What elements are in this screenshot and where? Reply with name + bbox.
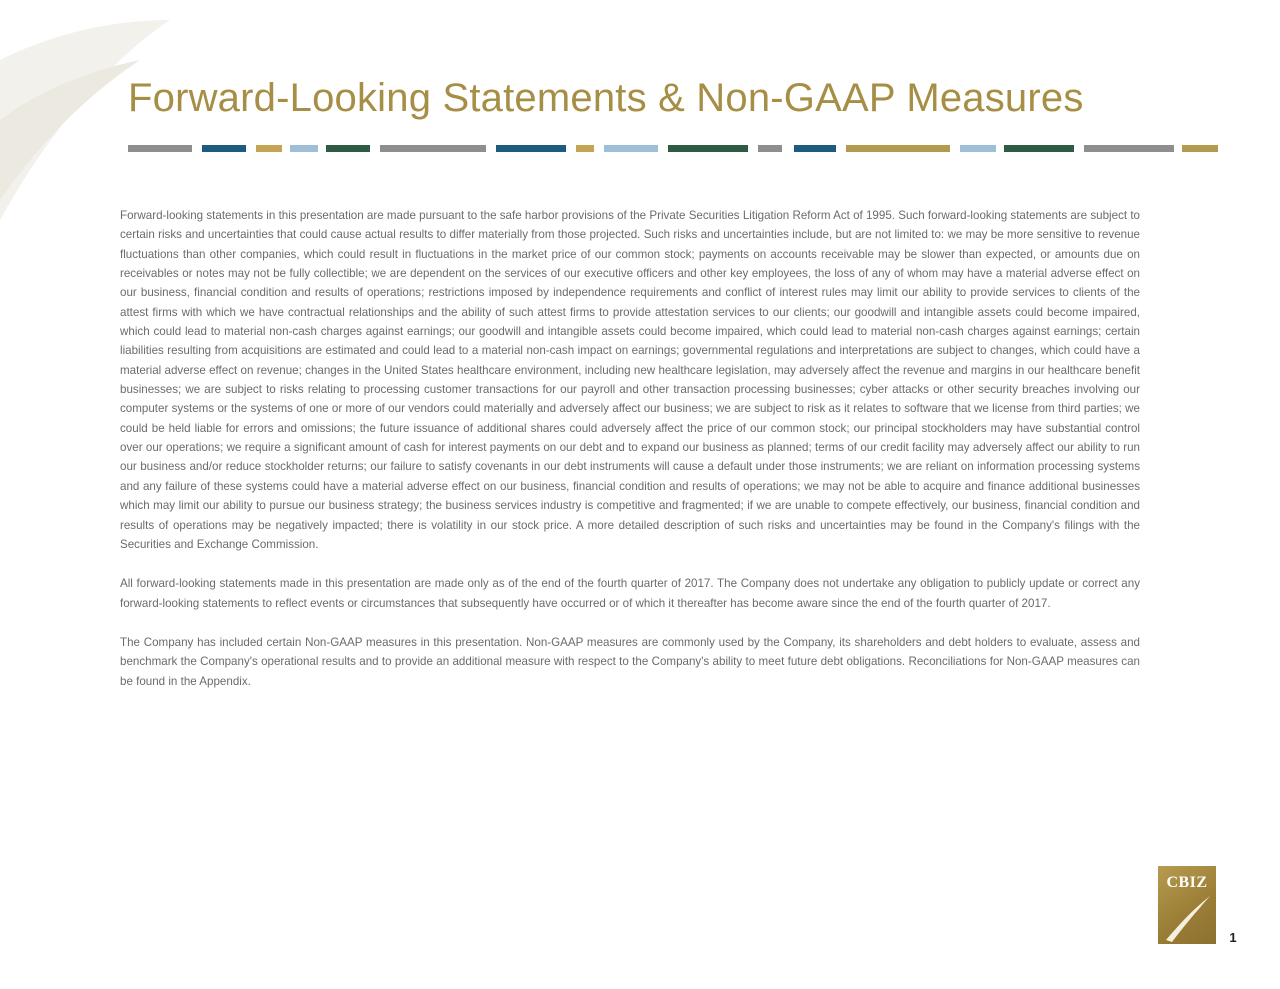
stripe-segment xyxy=(846,145,950,152)
as-of-date-paragraph: All forward-looking statements made in this presentation are made only as of the end of the fourth quarter of 2017. The Company does not undertake any obligation to publicly update or correct any forward-looking statements to reflect events or circumstances that subsequently have occurred or of which it thereafter has become aware since the end of the fourth quarter of 2017. xyxy=(120,577,1140,610)
logo-swoosh-icon xyxy=(1158,892,1216,944)
stripe-segment xyxy=(256,145,282,152)
disclaimer-body xyxy=(120,206,1140,711)
logo-wordmark: CBIZ xyxy=(1166,874,1208,891)
non-gaap-paragraph: The Company has included certain Non-GAAP measures in this presentation. Non-GAAP measures are commonly used by the Company, its shareholders and debt holders to evaluate, assess and benchmark the Company's operational results and to provide an additional measure with respect to the Company's ability to meet future debt obligations. Reconciliations for Non-GAAP measures can be found in the Appendix. xyxy=(120,635,1140,688)
stripe-segment xyxy=(1084,145,1174,152)
stripe-segment xyxy=(380,145,486,152)
stripe-segment xyxy=(1182,145,1218,152)
stripe-segment xyxy=(326,145,370,152)
stripe-segment xyxy=(290,145,318,152)
stripe-segment xyxy=(604,145,658,152)
stripe-segment xyxy=(496,145,566,152)
stripe-segment xyxy=(202,145,246,152)
stripe-segment xyxy=(576,145,594,152)
page-number: 1 xyxy=(1229,930,1237,945)
stripe-segment xyxy=(668,145,748,152)
stripe-segment xyxy=(1004,145,1074,152)
stripe-segment xyxy=(128,145,192,152)
stripe-segment xyxy=(794,145,836,152)
color-stripe-divider xyxy=(128,145,1218,152)
cbiz-logo xyxy=(1158,866,1216,944)
slide-title: Forward-Looking Statements & Non-GAAP Measures xyxy=(128,76,1084,120)
forward-looking-paragraph: Forward-looking statements in this presentation are made pursuant to the safe harbor provisions of the Private Securities Litigation Reform Act of 1995. Such forward-looking statements are subject to certain risks and uncertainties that could cause actual results to differ materially from those projected. Such risks and uncertainties include, but are not limited to: we may be more sensitive to revenue fluctuations than other companies, which could result in fluctuations in the market price of our common stock; payments on accounts receivable may be slower than expected, or amounts due on receivables or notes may not be fully collectible; we are dependent on the services of our executive officers and other key employees, the loss of any of whom may have a material adverse effect on our business, financial condition and results of operations; restrictions imposed by independence requirements and conflict of interest rules may limit our ability to provide services to clients of the attest firms with which we have contractual relationships and the ability of such attest firms to provide attestation services to our clients; our goodwill and intangible assets could become impaired, which could lead to material non-cash charges against earnings; our goodwill and intangible assets could become impaired, which could lead to material non-cash charges against earnings; certain liabilities resulting from acquisitions are estimated and could lead to a material non-cash impact on earnings; governmental regulations and interpretations are subject to changes, which could have a material adverse effect on revenue; changes in the United States healthcare environment, including new healthcare legislation, may adversely affect the revenue and margins in our healthcare benefit businesses; we are subject to risks relating to processing customer transactions for our payroll and other transaction processing businesses; cyber attacks or other security breaches involving our computer systems or the systems of one or more of our vendors could materially and adversely affect our business; we are subject to risk as it relates to software that we license from third parties; we could be held liable for errors and omissions; the future issuance of additional shares could adversely affect the price of our common stock; our principal stockholders may have substantial control over our operations; we require a significant amount of cash for interest payments on our debt and to expand our business as planned; terms of our credit facility may adversely affect our ability to run our business and/or reduce stockholder returns; our failure to satisfy covenants in our debt instruments will cause a default under those instruments; we are reliant on information processing systems and any failure of these systems could have a material adverse effect on our business, financial condition and results of operations; we may not be able to acquire and finance additional businesses which may limit our ability to pursue our business strategy; the business services industry is competitive and fragmented; if we are unable to compete effectively, our business, financial condition and results of operations may be negatively impacted; there is volatility in our stock price. A more detailed description of such risks and uncertainties may be found in the Company's filings with the Securities and Exchange Commission. xyxy=(120,209,1140,551)
stripe-segment xyxy=(960,145,996,152)
stripe-segment xyxy=(758,145,782,152)
